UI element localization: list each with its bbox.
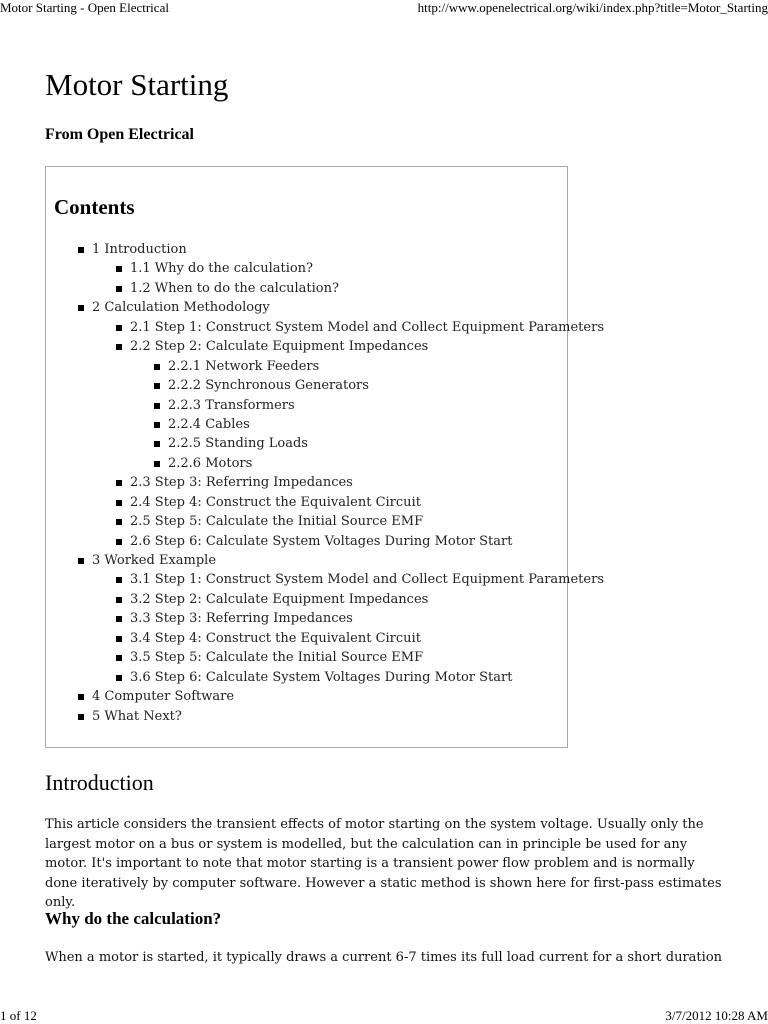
toc-item-label[interactable]: 2.2.3 Transformers — [168, 397, 295, 413]
toc-item-label[interactable]: 3.3 Step 3: Referring Impedances — [130, 611, 353, 627]
toc-item-label[interactable]: 3.4 Step 4: Construct the Equivalent Circuit — [130, 630, 421, 646]
print-footer-datetime: 3/7/2012 10:28 AM — [665, 1008, 768, 1023]
bullet-icon — [78, 305, 84, 311]
bullet-icon — [116, 325, 122, 331]
toc-item-label[interactable]: 2.3 Step 3: Referring Impedances — [130, 475, 353, 491]
section-heading-why: Why do the calculation? — [45, 909, 222, 928]
section-heading-introduction: Introduction — [45, 770, 154, 795]
bullet-icon — [116, 655, 122, 661]
page-title: Motor Starting — [45, 67, 229, 102]
toc-item-label[interactable]: 2.2.5 Standing Loads — [168, 436, 308, 452]
toc-item-label[interactable]: 1.1 Why do the calculation? — [130, 261, 314, 277]
toc-item-label[interactable]: 3.1 Step 1: Construct System Model and Collect Equipment Parameters — [130, 572, 604, 588]
bullet-icon — [154, 441, 160, 447]
bullet-icon — [116, 519, 122, 525]
bullet-icon — [78, 714, 84, 720]
bullet-icon — [116, 675, 122, 681]
bullet-icon — [116, 616, 122, 622]
toc-item-label[interactable]: 1.2 When to do the calculation? — [130, 280, 339, 296]
bullet-icon — [154, 422, 160, 428]
bullet-icon — [78, 247, 84, 253]
bullet-icon — [116, 480, 122, 486]
bullet-icon — [154, 383, 160, 389]
print-header-url: http://www.openelectrical.org/wiki/index.php?title=Motor_Starting — [417, 0, 768, 15]
bullet-icon — [116, 344, 122, 350]
toc-title: Contents — [54, 195, 135, 219]
toc-item-label[interactable]: 3.5 Step 5: Calculate the Initial Source EMF — [130, 650, 424, 666]
toc-item-label[interactable]: 2.4 Step 4: Construct the Equivalent Circuit — [130, 494, 421, 510]
toc-item-label[interactable]: 4 Computer Software — [92, 689, 235, 705]
bullet-icon — [116, 286, 122, 292]
bullet-icon — [116, 500, 122, 506]
toc-item-label[interactable]: 3.6 Step 6: Calculate System Voltages During Motor Start — [130, 669, 513, 685]
toc-item-label[interactable]: 1 Introduction — [92, 242, 187, 257]
toc-item-label[interactable]: 5 What Next? — [92, 708, 182, 724]
bullet-icon — [78, 558, 84, 564]
toc-item-label[interactable]: 2.6 Step 6: Calculate System Voltages During Motor Start — [130, 533, 513, 549]
bullet-icon — [116, 539, 122, 545]
print-footer-page: 1 of 12 — [0, 1008, 37, 1023]
introduction-paragraph: This article considers the transient effects of motor starting on the system voltage. Usually only the largest motor on a bus or system is modelled, but the calculation can in principle be used for any motor. It's important to note that motor starting is a transient power flow problem and is normally done iteratively by computer software. However a static method is shown here for first-pass estimates only. — [45, 817, 722, 910]
toc-item-label[interactable]: 3 Worked Example — [92, 553, 217, 568]
site-subtitle: From Open Electrical — [45, 126, 194, 143]
bullet-icon — [116, 266, 122, 272]
toc-item-label[interactable]: 2.5 Step 5: Calculate the Initial Source EMF — [130, 514, 424, 530]
toc-item-label[interactable]: 2.2 Step 2: Calculate Equipment Impedances — [130, 339, 429, 355]
bullet-icon — [116, 577, 122, 583]
table-of-contents — [45, 166, 604, 748]
bullet-icon — [154, 461, 160, 467]
toc-item-label[interactable]: 2.2.2 Synchronous Generators — [168, 378, 369, 394]
bullet-icon — [78, 694, 84, 700]
toc-item-label[interactable]: 2.2.1 Network Feeders — [168, 358, 320, 374]
why-paragraph: When a motor is started, it typically draws a current 6-7 times its full load current for a short duration — [45, 950, 723, 965]
toc-item-label[interactable]: 3.2 Step 2: Calculate Equipment Impedances — [130, 591, 429, 607]
toc-item-label[interactable]: 2.2.6 Motors — [168, 455, 253, 471]
bullet-icon — [116, 597, 122, 603]
toc-item-label[interactable]: 2.2.4 Cables — [168, 416, 250, 432]
bullet-icon — [116, 636, 122, 642]
bullet-icon — [154, 364, 160, 370]
bullet-icon — [154, 403, 160, 409]
toc-item-label[interactable]: 2 Calculation Methodology — [92, 300, 270, 316]
print-header-title: Motor Starting - Open Electrical — [0, 0, 169, 15]
toc-item-label[interactable]: 2.1 Step 1: Construct System Model and Collect Equipment Parameters — [130, 319, 604, 335]
